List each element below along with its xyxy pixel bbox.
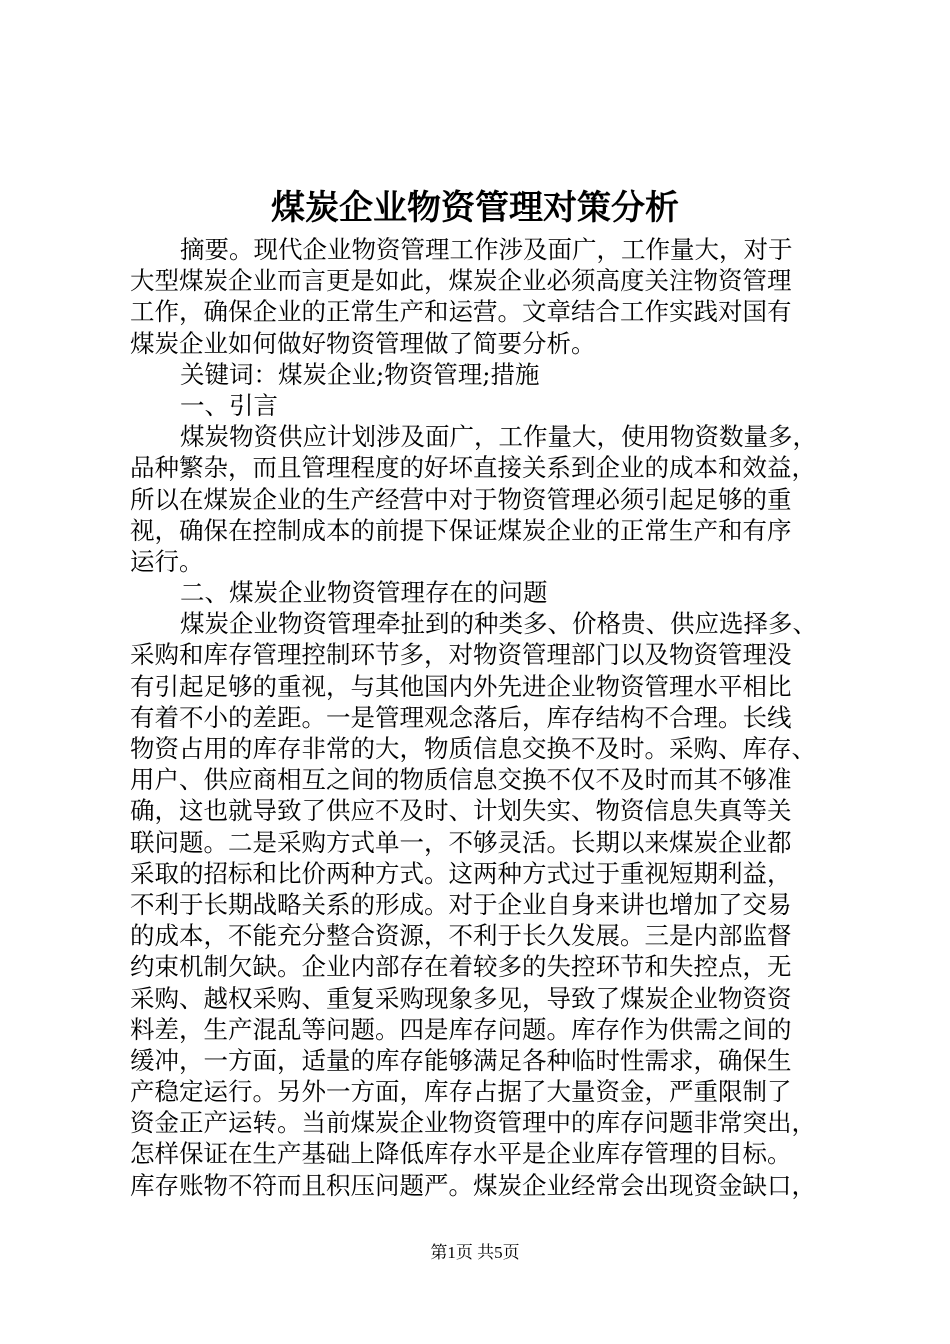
paragraph-line: 工作，确保企业的正常生产和运营。文章结合工作实践对国有 [130,297,792,327]
paragraph-line: 料差，生产混乱等问题。四是库存问题。库存作为供需之间的 [130,1014,792,1044]
paragraph-line: 采购、越权采购、重复采购现象多见，导致了煤炭企业物资资 [130,983,792,1013]
section-heading: 一、引言 [180,390,278,420]
paragraph-line: 有引起足够的重视，与其他国内外先进企业物资管理水平相比 [130,671,792,701]
page-footer: 第1页 共5页 [430,1243,520,1262]
paragraph-line: 采购和库存管理控制环节多，对物资管理部门以及物资管理没 [130,640,792,670]
paragraph-line: 有着不小的差距。一是管理观念落后，库存结构不合理。长线 [130,702,792,732]
paragraph-line: 库存账物不符而且积压问题严。煤炭企业经常会出现资金缺口， [130,1170,816,1200]
paragraph-line: 采取的招标和比价两种方式。这两种方式过于重视短期利益， [130,858,792,888]
paragraph-line: 物资占用的库存非常的大，物质信息交换不及时。采购、库存、 [130,734,816,763]
paragraph-line: 约束机制欠缺。企业内部存在着较多的失控环节和失控点，无 [130,952,792,982]
paragraph-line: 品种繁杂，而且管理程度的好坏直接关系到企业的成本和效益， [130,453,816,483]
paragraph-line: 大型煤炭企业而言更是如此，煤炭企业必须高度关注物资管理 [130,266,792,296]
paragraph-line: 确，这也就导致了供应不及时、计划失实、物资信息失真等关 [130,796,792,826]
paragraph-line: 资金正产运转。当前煤炭企业物资管理中的库存问题非常突出， [130,1108,816,1138]
paragraph-line: 所以在煤炭企业的生产经营中对于物资管理必须引起足够的重 [130,484,792,514]
document-body [130,234,830,1201]
paragraph-line: 摘要。现代企业物资管理工作涉及面广，工作量大，对于 [180,235,793,264]
paragraph-line: 产稳定运行。另外一方面，库存占据了大量资金，严重限制了 [130,1077,792,1107]
paragraph-line: 联问题。二是采购方式单一，不够灵活。长期以来煤炭企业都 [130,827,792,857]
paragraph-line: 缓冲，一方面，适量的库存能够满足各种临时性需求，确保生 [130,1045,792,1075]
paragraph-line: 煤炭企业如何做好物资管理做了简要分析。 [130,328,596,358]
section-heading: 二、煤炭企业物资管理存在的问题 [180,578,548,608]
paragraph-line: 的成本，不能充分整合资源，不利于长久发展。三是内部监督 [130,921,792,951]
paragraph-line: 煤炭物资供应计划涉及面广，工作量大，使用物资数量多， [180,422,817,452]
keywords-line: 关键词：煤炭企业;物资管理;措施 [180,359,540,389]
paragraph-line: 运行。 [130,546,204,576]
paragraph-line: 怎样保证在生产基础上降低库存水平是企业库存管理的目标。 [130,1139,792,1169]
paragraph-line: 不利于长期战略关系的形成。对于企业自身来讲也增加了交易 [130,889,792,919]
document-title: 煤炭企业物资管理对策分析 [271,188,679,228]
paragraph-line: 用户、供应商相互之间的物质信息交换不仅不及时而其不够准 [130,765,792,795]
paragraph-line: 煤炭企业物资管理牵扯到的种类多、价格贵、供应选择多、 [180,609,817,639]
paragraph-line: 视，确保在控制成本的前提下保证煤炭企业的正常生产和有序 [130,515,792,545]
